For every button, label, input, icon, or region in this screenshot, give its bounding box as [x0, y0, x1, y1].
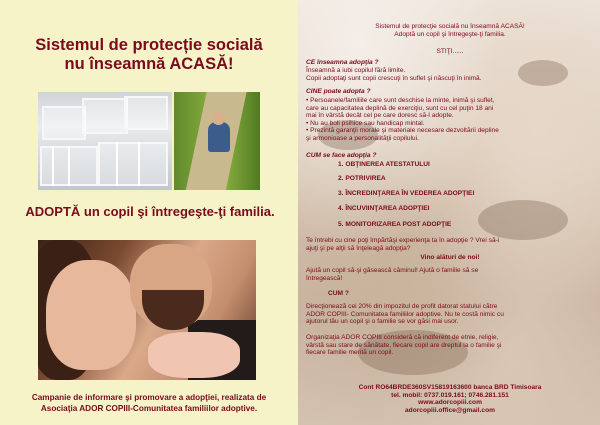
share-line-2: ajuţi şi pe alţii să înţeleagă adopţia? — [306, 244, 411, 252]
answer-who-line-2: care au capacitatea deplină de exerciţiu, sunt cu cel puţin 18 ani — [306, 104, 494, 112]
headline — [14, 36, 284, 74]
crib — [82, 98, 128, 134]
baby — [148, 332, 240, 378]
stiti-heading: STIŢI...... — [436, 48, 464, 55]
join-us: Vino alături de noi! — [420, 254, 480, 261]
answer-who-line-4: • Nu au boli psihice sau handicap mintal. — [306, 119, 425, 127]
woman-face — [46, 260, 136, 370]
how-heading: CUM ? — [328, 290, 349, 297]
crib — [42, 106, 86, 140]
family-photo — [38, 240, 256, 380]
right-title-line-1: Sistemul de protecţie socială nu înseamnă ACASĂ! — [375, 23, 525, 30]
child-head — [212, 112, 225, 125]
help-line-2: întregească! — [306, 274, 343, 282]
right-title-line-2: Adoptă un copil şi întregeşte-ţi familia. — [394, 30, 506, 38]
contact-block — [306, 384, 594, 415]
answer-who-line-3: mai în vârstă decât cel pe care doresc să-l adopte. — [306, 112, 454, 120]
step-4: 4. ÎNCUVIINŢAREA ADOPŢIEI — [338, 205, 430, 212]
website-link[interactable]: www.adorcopiii.com — [418, 399, 482, 407]
child-on-path-photo — [174, 92, 260, 190]
mission-line-3: fiecare familie merită un copil. — [306, 349, 394, 357]
share-paragraph — [306, 237, 594, 252]
tax-line-3: ajutorul tău un copil şi o familie se vor găsi mai usor. — [306, 318, 459, 326]
mission-paragraph — [306, 334, 594, 357]
headline-line-2: nu înseamnă ACASĂ! — [64, 55, 234, 73]
answer-what — [306, 67, 594, 82]
answer-who-line-5: • Prezintă garanţii morale şi materiale necesare dezvoltării depline — [306, 127, 499, 135]
question-who: CINE poate adopta ? — [306, 88, 371, 95]
nursery-photo — [38, 92, 172, 190]
bank-account: Cont RO64BRDE360SV15819163600 banca BRD Timisoara — [358, 384, 542, 391]
campaign-credit — [14, 392, 284, 414]
step-3: 3. ÎNCREDINŢAREA ÎN VEDEREA ADOPŢIEI — [338, 190, 475, 197]
share-line-1: Te întrebi cu cine poţi împărtăşi experienţa ta în adopţie ? Vrei să-i — [306, 237, 500, 244]
crib — [98, 142, 168, 186]
help-paragraph — [306, 267, 594, 282]
crib-bar — [116, 142, 118, 186]
tax-paragraph — [306, 303, 594, 326]
step-1: 1. OBŢINEREA ATESTATULUI — [338, 161, 430, 168]
stone-texture — [478, 200, 568, 240]
crib-bar — [138, 142, 140, 186]
campaign-line-2: Asociaţia ADOR COPIII-Comunitatea familiilor adoptive. — [40, 404, 258, 413]
headline-line-1: Sistemul de protecție socială — [35, 36, 263, 54]
campaign-line-1: Campanie de informare şi promovare a adopţiei, realizata de — [31, 393, 267, 402]
child-figure — [208, 122, 230, 152]
tax-line-2: ADOR COPIII- Comunitatea familiilor adoptive. Nu te costă nimic cu — [306, 310, 504, 318]
phone-numbers: tel. mobil: 0737.019.161; 0746.281.151 — [391, 391, 509, 399]
answer-who-line-6: şi armonioase a personalităţii copilului. — [306, 134, 419, 142]
answer-what-line-2: Copii adoptaţi sunt copii crescuţi în suflet şi născuţi în inimă. — [306, 74, 482, 82]
crib-bar — [52, 146, 54, 186]
crib — [124, 96, 168, 130]
step-5: 5. MONITORIZAREA POST ADOPŢIE — [338, 221, 452, 228]
adopt-slogan: ADOPTĂ un copil şi întregeşte-ţi familia. — [25, 204, 275, 219]
help-line-1: Ajută un copil să-şi găsească căminul! Ajută o familie să se — [306, 267, 479, 274]
answer-who-line-1: • Persoanele/familiile care sunt deschise la minte, inimă şi suflet, — [306, 97, 495, 104]
answer-who — [306, 97, 594, 143]
crib-bar — [68, 146, 70, 186]
left-panel — [0, 0, 298, 425]
tax-line-1: Direcţionează cei 20% din impozitul de profit datorat statului către — [306, 303, 498, 310]
mission-line-2: vârstă sau stare de sănătate, fiecare copil are dreptul la o familie şi — [306, 341, 502, 349]
step-2: 2. POTRIVIREA — [338, 175, 386, 182]
question-what: CE înseamna adopţia ? — [306, 59, 379, 66]
right-panel — [298, 0, 600, 425]
email-link[interactable]: adorcopiii.office@gmail.com — [405, 407, 495, 415]
answer-what-line-1: Înseamnă a iubi copilul fără limite. — [306, 67, 406, 74]
question-how: CUM se face adopţia ? — [306, 152, 377, 159]
right-title — [306, 23, 594, 38]
mission-line-1: Organizaţia ADOR COPIII consideră că indiferent de etnie, religie, — [306, 334, 499, 341]
